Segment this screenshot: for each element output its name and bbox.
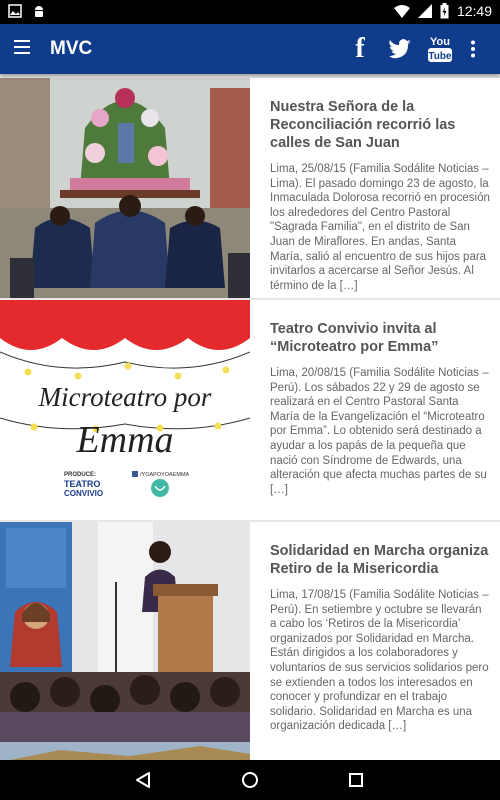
post-title[interactable]: Nuestra Señora de la Reconciliación recorrió las calles de San Juan [270,99,456,151]
status-time: 12:49 [456,3,492,19]
navigation-bar [0,760,500,800]
home-icon[interactable] [238,768,262,792]
svg-text:CONVIVIO: CONVIVIO [64,489,104,498]
post-title[interactable]: Solidaridad en Marcha organiza Retiro de la Misericordia [270,543,489,577]
news-feed[interactable] [0,76,500,761]
news-card[interactable] [0,300,500,520]
post-thumbnail[interactable] [0,78,250,298]
news-card[interactable] [0,78,500,298]
menu-icon[interactable] [14,36,40,62]
post-thumbnail[interactable] [0,522,250,742]
signal-icon [418,4,432,18]
post-excerpt: Lima, 17/08/15 (Familia Sodálite Noticias – Perú). En setiembre y octubre se llevarán a cabo los ‘Retiros de la Misericordia’ organizados por Solidaridad en Marcha. Están dirigidos a los colaboradores y voluntarios de sus servicios solidarios pero se extienden a todos los interesados en conocer y profundizar en el trabajo solidario. Solidaridad en Marcha es una organización dedicada […] [270,589,489,733]
wifi-icon [394,4,410,18]
android-icon [32,4,46,18]
svg-text:/YOAPOYOAEMMA: /YOAPOYOAEMMA [140,472,190,478]
more-vert-icon[interactable] [462,34,484,64]
svg-text:You: You [430,36,450,48]
twitter-icon[interactable] [385,34,415,64]
post-thumbnail[interactable] [0,742,250,761]
news-card[interactable] [0,742,500,761]
battery-charging-icon [440,3,449,19]
image-text-line1: Microteatro por [38,382,212,412]
svg-text:Tube: Tube [428,51,452,62]
image-text-line2: Emma [76,419,174,461]
post-title[interactable]: Teatro Convivio invita al “Microteatro por Emma” [270,321,439,355]
svg-text:PRODUCE:: PRODUCE: [64,472,97,478]
svg-text:TEATRO: TEATRO [64,479,101,489]
image-icon [8,4,22,18]
post-thumbnail[interactable] [0,300,250,520]
post-excerpt: Lima, 25/08/15 (Familia Sodálite Noticias – Lima). El pasado domingo 23 de agosto, la Inmaculada Dolorosa recorrió en procesión los alrededores del Centro Pastoral "Sagrada Familia", en el distrito de San Juan de Miraflores. En andas, Santa María, salió al encuentro de sus hijos para invitarlos a acercarse al Señor Jesús. Al término de la […] [270,163,490,292]
post-excerpt: Lima, 20/08/15 (Familia Sodálite Noticias – Perú). Los sábados 22 y 29 de agosto se realizará en el Centro Pastoral Santa María de la Evangelización el “Microteatro por Emma”. Lo obtenido será destinado a ayudar a los papás de la pequeña que nació con Síndrome de Edwards, una alteración que afecta muchas partes de su […] [270,367,489,496]
facebook-icon[interactable]: f [355,33,365,64]
app-bar [0,24,500,74]
status-bar [0,0,500,24]
app-title: MVC [50,38,93,59]
news-card[interactable] [0,522,500,742]
back-icon[interactable] [131,768,155,792]
youtube-icon[interactable] [426,34,454,64]
recents-icon[interactable] [344,768,368,792]
